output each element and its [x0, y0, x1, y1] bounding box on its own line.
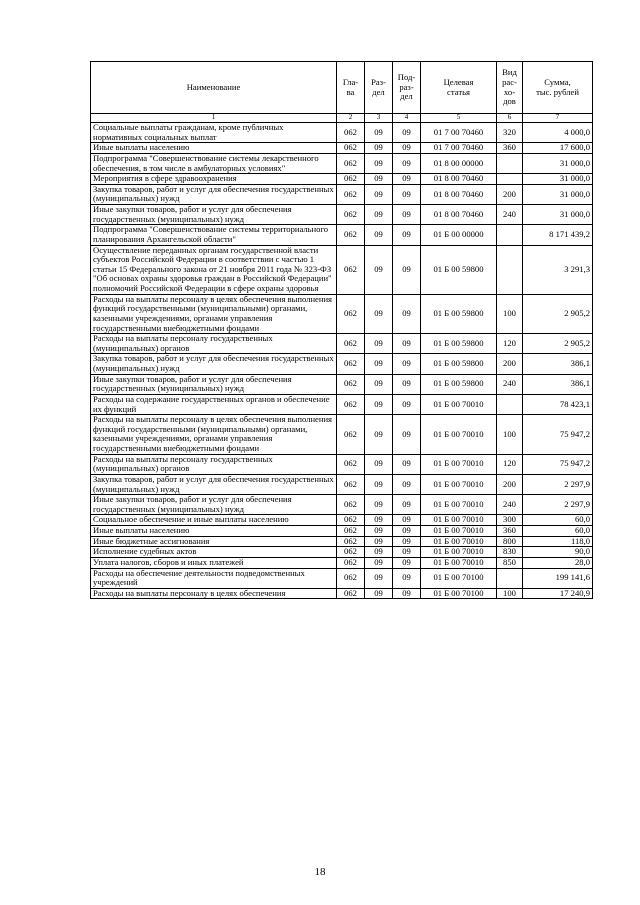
- table-row: [91, 374, 593, 394]
- row-cel-cell: 01 Б 00 59800: [421, 334, 497, 354]
- row-glava-cell: 062: [337, 557, 365, 568]
- row-name-cell: Закупка товаров, работ и услуг для обеспечения государственных (муниципальных) нужд: [91, 354, 337, 374]
- row-summa-cell: 78 423,1: [523, 394, 593, 414]
- row-podrazdel-cell: 09: [393, 205, 421, 225]
- row-podrazdel-cell: 09: [393, 557, 421, 568]
- row-vid-cell: [497, 225, 523, 245]
- row-cel-cell: 01 8 00 70460: [421, 184, 497, 204]
- table-row: [91, 454, 593, 474]
- row-podrazdel-cell: 09: [393, 123, 421, 143]
- row-glava-cell: 062: [337, 143, 365, 154]
- table-row: [91, 245, 593, 294]
- row-razdel-cell: 09: [365, 394, 393, 414]
- row-glava-cell: 062: [337, 174, 365, 185]
- table-row: [91, 354, 593, 374]
- table-row: [91, 588, 593, 599]
- row-summa-cell: 60,0: [523, 515, 593, 526]
- row-vid-cell: 200: [497, 184, 523, 204]
- row-summa-cell: 2 297,9: [523, 474, 593, 494]
- table-row: [91, 205, 593, 225]
- row-cel-cell: 01 Б 00 70010: [421, 515, 497, 526]
- row-vid-cell: 100: [497, 294, 523, 334]
- row-glava-cell: 062: [337, 354, 365, 374]
- header-glava: Гла- ва: [337, 62, 365, 114]
- column-number: 3: [365, 114, 393, 123]
- row-summa-cell: 28,0: [523, 557, 593, 568]
- row-cel-cell: 01 Б 00 70010: [421, 547, 497, 558]
- row-summa-cell: 118,0: [523, 536, 593, 547]
- row-glava-cell: 062: [337, 547, 365, 558]
- row-vid-cell: 360: [497, 143, 523, 154]
- row-razdel-cell: 09: [365, 547, 393, 558]
- table-row: [91, 184, 593, 204]
- row-name-cell: Расходы на выплаты персоналу в целях обеспечения: [91, 588, 337, 599]
- row-vid-cell: [497, 394, 523, 414]
- row-podrazdel-cell: 09: [393, 515, 421, 526]
- row-glava-cell: 062: [337, 526, 365, 537]
- row-razdel-cell: 09: [365, 588, 393, 599]
- column-number: 5: [421, 114, 497, 123]
- row-podrazdel-cell: 09: [393, 536, 421, 547]
- row-razdel-cell: 09: [365, 143, 393, 154]
- row-vid-cell: 850: [497, 557, 523, 568]
- row-podrazdel-cell: 09: [393, 184, 421, 204]
- row-cel-cell: 01 8 00 70460: [421, 205, 497, 225]
- row-cel-cell: 01 8 00 00000: [421, 153, 497, 173]
- row-podrazdel-cell: 09: [393, 415, 421, 455]
- row-vid-cell: 240: [497, 374, 523, 394]
- row-cel-cell: 01 Б 00 59800: [421, 374, 497, 394]
- row-cel-cell: 01 Б 00 59800: [421, 294, 497, 334]
- table-body: [91, 123, 593, 599]
- row-podrazdel-cell: 09: [393, 495, 421, 515]
- row-podrazdel-cell: 09: [393, 245, 421, 294]
- row-glava-cell: 062: [337, 153, 365, 173]
- row-name-cell: Осуществление переданных органам государственной власти субъектов Российской Федерации в соответствии с частью 1 статьи 15 Федерального закона от 21 ноября 2011 года № 323-ФЗ "Об основах охраны здоровья граждан в Российской Федерации" полномочий Российской Федерации в сфере охраны здоровья: [91, 245, 337, 294]
- table-row: [91, 536, 593, 547]
- page-number: 18: [314, 866, 326, 878]
- row-razdel-cell: 09: [365, 153, 393, 173]
- row-name-cell: Закупка товаров, работ и услуг для обеспечения государственных (муниципальных) нужд: [91, 184, 337, 204]
- row-name-cell: Расходы на выплаты персоналу государственных (муниципальных) органов: [91, 334, 337, 354]
- row-cel-cell: 01 Б 00 70010: [421, 415, 497, 455]
- row-glava-cell: 062: [337, 294, 365, 334]
- column-number-row: [91, 114, 593, 123]
- row-glava-cell: 062: [337, 394, 365, 414]
- row-razdel-cell: 09: [365, 294, 393, 334]
- table-row: [91, 515, 593, 526]
- row-summa-cell: 31 000,0: [523, 184, 593, 204]
- table-row: [91, 474, 593, 494]
- table-row: [91, 547, 593, 558]
- row-podrazdel-cell: 09: [393, 568, 421, 588]
- row-cel-cell: 01 Б 00 70100: [421, 588, 497, 599]
- row-glava-cell: 062: [337, 454, 365, 474]
- row-cel-cell: 01 Б 00 70010: [421, 474, 497, 494]
- row-podrazdel-cell: 09: [393, 334, 421, 354]
- row-razdel-cell: 09: [365, 415, 393, 455]
- table-row: [91, 415, 593, 455]
- row-razdel-cell: 09: [365, 557, 393, 568]
- row-summa-cell: 386,1: [523, 354, 593, 374]
- row-glava-cell: 062: [337, 536, 365, 547]
- row-vid-cell: 240: [497, 205, 523, 225]
- row-summa-cell: 2 905,2: [523, 294, 593, 334]
- row-razdel-cell: 09: [365, 174, 393, 185]
- row-name-cell: Иные закупки товаров, работ и услуг для обеспечения государственных (муниципальных) нужд: [91, 374, 337, 394]
- row-glava-cell: 062: [337, 374, 365, 394]
- row-podrazdel-cell: 09: [393, 174, 421, 185]
- row-name-cell: Иные выплаты населению: [91, 143, 337, 154]
- row-summa-cell: 31 000,0: [523, 205, 593, 225]
- row-vid-cell: 240: [497, 495, 523, 515]
- row-razdel-cell: 09: [365, 568, 393, 588]
- table-row: [91, 123, 593, 143]
- row-glava-cell: 062: [337, 245, 365, 294]
- row-summa-cell: 2 905,2: [523, 334, 593, 354]
- row-name-cell: Расходы на выплаты персоналу государственных (муниципальных) органов: [91, 454, 337, 474]
- row-cel-cell: 01 8 00 70460: [421, 174, 497, 185]
- row-name-cell: Расходы на выплаты персоналу в целях обеспечения выполнения функций государственными (муниципальными) органами, казенными учреждениями, органами управления государственными внебюджетными фондами: [91, 294, 337, 334]
- row-name-cell: Иные закупки товаров, работ и услуг для обеспечения государственных (муниципальных) нужд: [91, 205, 337, 225]
- row-summa-cell: 386,1: [523, 374, 593, 394]
- table-header-row: [91, 62, 593, 114]
- table-row: [91, 294, 593, 334]
- row-name-cell: Уплата налогов, сборов и иных платежей: [91, 557, 337, 568]
- row-name-cell: Расходы на выплаты персоналу в целях обеспечения выполнения функций государственными (муниципальными) органами, казенными учреждениями, органами управления государственными внебюджетными фондами: [91, 415, 337, 455]
- row-podrazdel-cell: 09: [393, 547, 421, 558]
- row-name-cell: Подпрограмма "Совершенствование системы лекарственного обеспечения, в том числе в амбулаторных условиях": [91, 153, 337, 173]
- row-glava-cell: 062: [337, 495, 365, 515]
- row-cel-cell: 01 Б 00 70100: [421, 568, 497, 588]
- table-row: [91, 568, 593, 588]
- row-summa-cell: 2 297,9: [523, 495, 593, 515]
- row-name-cell: Исполнение судебных актов: [91, 547, 337, 558]
- row-razdel-cell: 09: [365, 245, 393, 294]
- header-name: Наименование: [91, 62, 337, 114]
- column-number: 7: [523, 114, 593, 123]
- row-cel-cell: 01 Б 00 70010: [421, 536, 497, 547]
- row-summa-cell: 4 000,0: [523, 123, 593, 143]
- row-glava-cell: 062: [337, 568, 365, 588]
- row-vid-cell: 360: [497, 526, 523, 537]
- row-podrazdel-cell: 09: [393, 588, 421, 599]
- row-podrazdel-cell: 09: [393, 454, 421, 474]
- row-summa-cell: 31 000,0: [523, 174, 593, 185]
- table-row: [91, 334, 593, 354]
- row-vid-cell: 120: [497, 454, 523, 474]
- row-razdel-cell: 09: [365, 184, 393, 204]
- row-name-cell: Иные выплаты населению: [91, 526, 337, 537]
- row-podrazdel-cell: 09: [393, 225, 421, 245]
- row-vid-cell: 300: [497, 515, 523, 526]
- row-vid-cell: 100: [497, 588, 523, 599]
- row-podrazdel-cell: 09: [393, 526, 421, 537]
- header-cel: Целевая статья: [421, 62, 497, 114]
- row-razdel-cell: 09: [365, 374, 393, 394]
- row-cel-cell: 01 Б 00 59800: [421, 245, 497, 294]
- column-number: 2: [337, 114, 365, 123]
- row-podrazdel-cell: 09: [393, 394, 421, 414]
- table-row: [91, 143, 593, 154]
- column-number: 1: [91, 114, 337, 123]
- row-cel-cell: 01 Б 00 59800: [421, 354, 497, 374]
- row-name-cell: Закупка товаров, работ и услуг для обеспечения государственных (муниципальных) нужд: [91, 474, 337, 494]
- header-podrazdel: Под- раз- дел: [393, 62, 421, 114]
- row-glava-cell: 062: [337, 225, 365, 245]
- row-glava-cell: 062: [337, 515, 365, 526]
- row-glava-cell: 062: [337, 334, 365, 354]
- row-glava-cell: 062: [337, 588, 365, 599]
- row-vid-cell: 120: [497, 334, 523, 354]
- row-name-cell: Иные закупки товаров, работ и услуг для обеспечения государственных (муниципальных) нужд: [91, 495, 337, 515]
- row-cel-cell: 01 7 00 70460: [421, 123, 497, 143]
- row-name-cell: Социальное обеспечение и иные выплаты населению: [91, 515, 337, 526]
- header-razdel: Раз- дел: [365, 62, 393, 114]
- row-razdel-cell: 09: [365, 474, 393, 494]
- budget-table: [90, 61, 593, 599]
- row-summa-cell: 75 947,2: [523, 454, 593, 474]
- table-row: [91, 557, 593, 568]
- row-cel-cell: 01 Б 00 70010: [421, 394, 497, 414]
- row-summa-cell: 75 947,2: [523, 415, 593, 455]
- row-cel-cell: 01 Б 00 70010: [421, 557, 497, 568]
- row-podrazdel-cell: 09: [393, 354, 421, 374]
- row-glava-cell: 062: [337, 184, 365, 204]
- row-cel-cell: 01 Б 00 00000: [421, 225, 497, 245]
- table-row: [91, 174, 593, 185]
- row-cel-cell: 01 Б 00 70010: [421, 526, 497, 537]
- row-vid-cell: [497, 174, 523, 185]
- row-podrazdel-cell: 09: [393, 374, 421, 394]
- row-razdel-cell: 09: [365, 526, 393, 537]
- row-vid-cell: 830: [497, 547, 523, 558]
- column-number: 4: [393, 114, 421, 123]
- row-name-cell: Расходы на содержание государственных органов и обеспечение их функций: [91, 394, 337, 414]
- row-cel-cell: 01 Б 00 70010: [421, 495, 497, 515]
- row-summa-cell: 17 600,0: [523, 143, 593, 154]
- row-summa-cell: 90,0: [523, 547, 593, 558]
- row-razdel-cell: 09: [365, 454, 393, 474]
- row-razdel-cell: 09: [365, 334, 393, 354]
- row-name-cell: Расходы на обеспечение деятельности подведомственных учреждений: [91, 568, 337, 588]
- row-podrazdel-cell: 09: [393, 153, 421, 173]
- row-vid-cell: 320: [497, 123, 523, 143]
- table-row: [91, 153, 593, 173]
- row-summa-cell: 3 291,3: [523, 245, 593, 294]
- row-podrazdel-cell: 09: [393, 474, 421, 494]
- row-summa-cell: 17 240,9: [523, 588, 593, 599]
- row-name-cell: Социальные выплаты гражданам, кроме публичных нормативных социальных выплат: [91, 123, 337, 143]
- row-name-cell: Подпрограмма "Совершенствование системы территориального планирования Архангельской области": [91, 225, 337, 245]
- row-razdel-cell: 09: [365, 354, 393, 374]
- row-summa-cell: 8 171 439,2: [523, 225, 593, 245]
- row-razdel-cell: 09: [365, 225, 393, 245]
- row-summa-cell: 31 000,0: [523, 153, 593, 173]
- row-glava-cell: 062: [337, 205, 365, 225]
- table-row: [91, 495, 593, 515]
- row-razdel-cell: 09: [365, 536, 393, 547]
- row-summa-cell: 60,0: [523, 526, 593, 537]
- row-vid-cell: [497, 153, 523, 173]
- header-summa: Сумма, тыс. рублей: [523, 62, 593, 114]
- row-razdel-cell: 09: [365, 123, 393, 143]
- row-glava-cell: 062: [337, 415, 365, 455]
- header-vid: Вид рас- хо- дов: [497, 62, 523, 114]
- row-vid-cell: [497, 568, 523, 588]
- column-number: 6: [497, 114, 523, 123]
- table-row: [91, 526, 593, 537]
- table-row: [91, 225, 593, 245]
- row-vid-cell: 100: [497, 415, 523, 455]
- row-vid-cell: 200: [497, 474, 523, 494]
- row-summa-cell: 199 141,6: [523, 568, 593, 588]
- row-vid-cell: 800: [497, 536, 523, 547]
- row-name-cell: Иные бюджетные ассигнования: [91, 536, 337, 547]
- table-row: [91, 394, 593, 414]
- row-vid-cell: [497, 245, 523, 294]
- row-cel-cell: 01 7 00 70460: [421, 143, 497, 154]
- row-glava-cell: 062: [337, 123, 365, 143]
- row-name-cell: Мероприятия в сфере здравоохранения: [91, 174, 337, 185]
- row-podrazdel-cell: 09: [393, 143, 421, 154]
- row-razdel-cell: 09: [365, 495, 393, 515]
- row-vid-cell: 200: [497, 354, 523, 374]
- row-cel-cell: 01 Б 00 70010: [421, 454, 497, 474]
- row-razdel-cell: 09: [365, 515, 393, 526]
- row-podrazdel-cell: 09: [393, 294, 421, 334]
- row-razdel-cell: 09: [365, 205, 393, 225]
- row-glava-cell: 062: [337, 474, 365, 494]
